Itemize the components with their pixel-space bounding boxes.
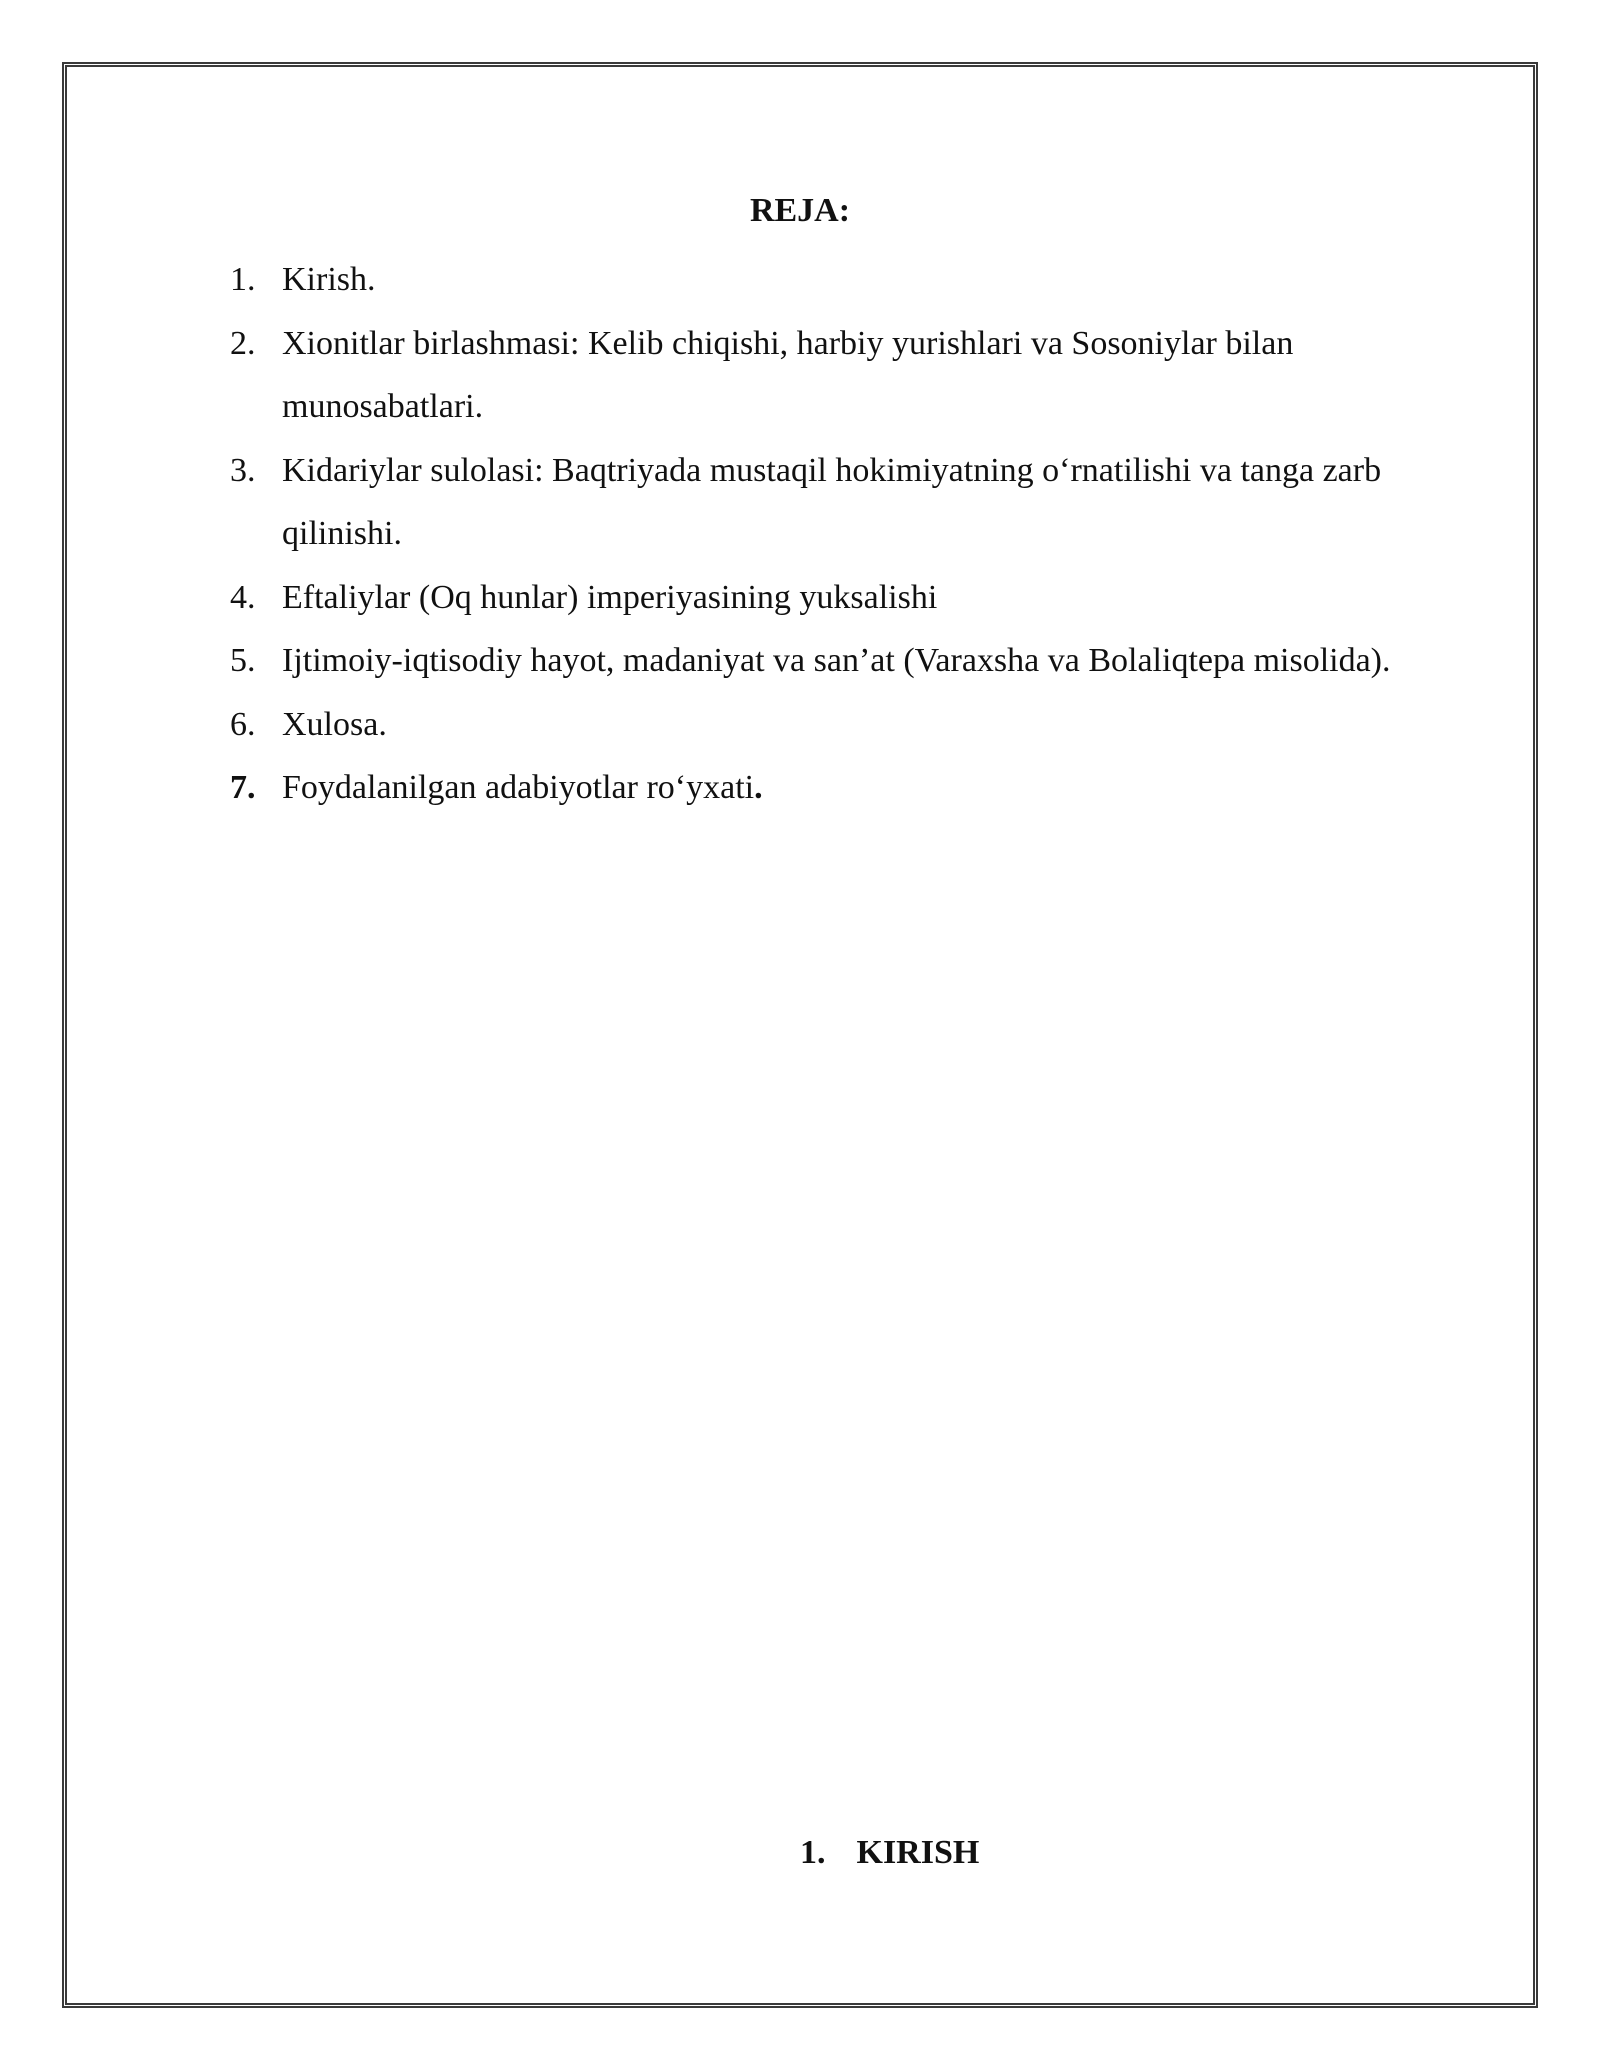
plan-item-1 bbox=[230, 248, 1410, 312]
plan-item-text: Xionitlar birlashmasi: Kelib chiqishi, harbiy yurishlari va Sosoniylar bilan munosabatlari. bbox=[282, 324, 1294, 425]
section-heading bbox=[800, 1828, 979, 1878]
plan-item-3 bbox=[230, 439, 1410, 566]
plan-list bbox=[230, 248, 1410, 820]
plan-item-text: Xulosa. bbox=[282, 705, 387, 743]
plan-item-number: 5. bbox=[230, 642, 256, 679]
plan-item-7 bbox=[230, 756, 1410, 820]
plan-item-number: 6. bbox=[230, 705, 256, 743]
plan-item-4 bbox=[230, 566, 1410, 630]
plan-item-number: 3. bbox=[230, 451, 256, 489]
plan-item-text: Kidariylar sulolasi: Baqtriyada mustaqil hokimiyatning o‘rnatilishi va tanga zarb qilinishi. bbox=[282, 451, 1382, 552]
plan-heading: REJA: bbox=[749, 192, 851, 229]
plan-item-text: Ijtimoiy-iqtisodiy hayot, madaniyat va san’at (Varaxsha va Bolaliqtepa misolida). bbox=[282, 642, 1391, 679]
plan-item-6 bbox=[230, 693, 1410, 757]
plan-item-number: 7. bbox=[230, 769, 256, 806]
plan-item-number: 1. bbox=[230, 261, 256, 298]
section-number: 1. bbox=[800, 1834, 826, 1871]
plan-item-2 bbox=[230, 312, 1410, 439]
plan-item-end-mark: . bbox=[754, 769, 763, 806]
plan-item-number: 2. bbox=[230, 324, 256, 362]
section-title: KIRISH bbox=[856, 1834, 980, 1871]
plan-item-5 bbox=[230, 629, 1410, 693]
plan-item-text: Foydalanilgan adabiyotlar ro‘yxati bbox=[282, 769, 755, 806]
plan-item-text: Kirish. bbox=[282, 261, 376, 298]
plan-item-text: Eftaliylar (Oq hunlar) imperiyasining yuksalishi bbox=[282, 578, 938, 616]
plan-item-number: 4. bbox=[230, 578, 256, 616]
